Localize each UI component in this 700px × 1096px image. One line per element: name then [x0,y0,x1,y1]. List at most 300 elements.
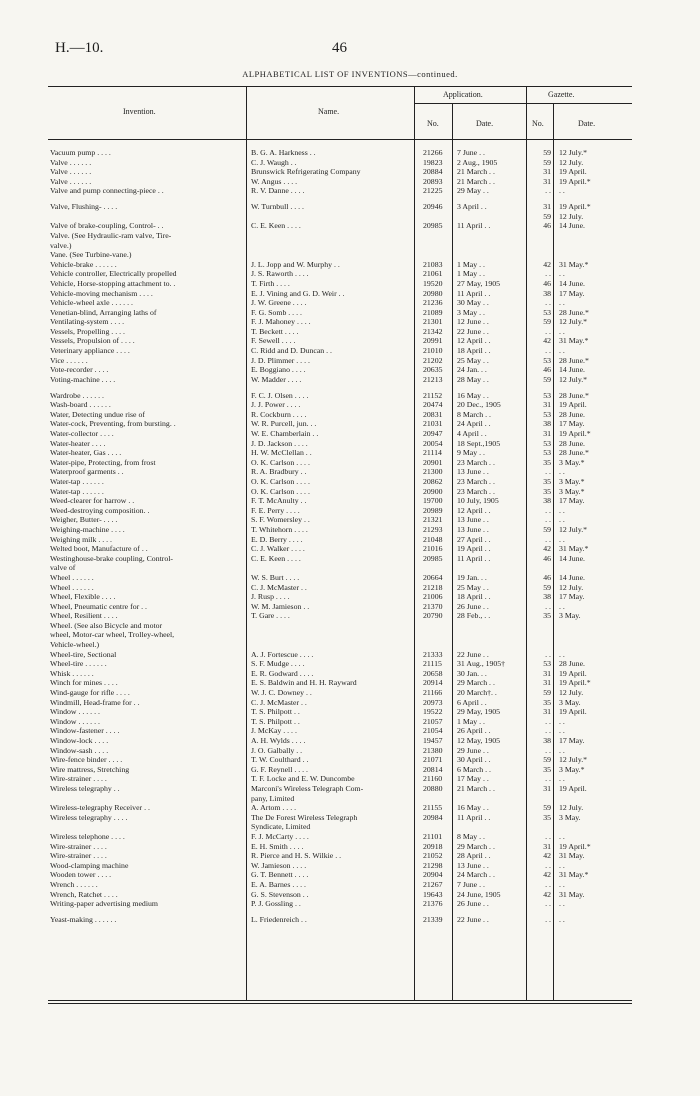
table-row [48,669,648,679]
invention-cell: Water-tap . . . . . . [50,486,104,496]
gazette-date-cell: . . [559,346,565,356]
table-row [48,289,648,299]
gazette-date-cell: . . [559,298,565,308]
invention-cell: Vessels, Propulsion of . . . . [50,336,135,346]
gazette-no-cell: 53 [543,448,551,458]
table-row [48,250,648,260]
gazette-date-cell: . . [559,899,565,909]
gazette-date-cell: 14 June. [559,553,585,563]
gazette-date-cell: 19 April.* [559,678,591,688]
name-cell: G. T. Bennett . . . . [251,870,309,880]
header-invention: Invention. [123,107,156,116]
table-row [48,736,648,746]
gazette-date-cell: 12 July.* [559,524,588,534]
application-no-cell: 21155 [423,803,443,813]
gazette-date-cell: . . [559,326,565,336]
gazette-no-cell: 35 [543,697,551,707]
name-cell: C. Ridd and D. Duncan . . [251,346,332,356]
application-no-cell: 20946 [423,202,443,212]
application-no-cell: 20664 [423,572,443,582]
invention-cell: Valve . . . . . . [50,157,92,167]
gazette-date-cell: 3 May.* [559,476,585,486]
table-row [48,717,648,727]
table-row [48,241,648,251]
table-row [48,535,648,545]
table-row [48,429,648,439]
invention-cell: Wind-gauge for rifle . . . . [50,688,130,698]
name-cell: O. K. Carlson . . . . [251,476,310,486]
gazette-date-cell: . . [559,716,565,726]
application-no-cell: 20985 [423,553,443,563]
invention-cell: Wireless telegraphy . . [50,783,120,793]
application-date-cell: 26 June . . [457,601,489,611]
invention-cell: Wrench . . . . . . [50,879,98,889]
table-row [48,842,648,852]
gazette-date-cell: 14 June. [559,278,585,288]
application-no-cell: 21101 [423,831,443,841]
application-no-cell: 21006 [423,592,443,602]
application-date-cell: 18 Sept.,1905 [457,438,501,448]
table-row [48,890,648,900]
application-date-cell: 29 March . . [457,678,495,688]
application-date-cell: 28 April . . [457,851,491,861]
table-row [48,794,648,804]
name-cell: O. K. Carlson . . . . [251,486,310,496]
gazette-no-cell: 31 [543,429,551,438]
table-row [48,515,648,525]
gazette-date-cell: 19 April.* [559,202,591,212]
gazette-no-cell: 38 [543,419,551,429]
table-row [48,746,648,756]
invention-cell: valve.) [50,240,72,250]
application-date-cell: 9 May . . [457,448,485,458]
gazette-date-cell: 17 May. [559,288,585,298]
table-row [48,375,648,385]
header-name: Name. [318,107,340,116]
name-cell: W. Jamieson . . . . [251,860,307,870]
name-cell: C. E. Keen . . . . [251,221,301,231]
header-app-no: No. [427,119,439,128]
invention-cell: Wooden tower . . . . [50,870,112,880]
name-cell: W. E. Chamberlain . . [251,429,319,438]
application-date-cell: 13 June . . [457,524,489,534]
gazette-date-cell: 3 May. [559,697,581,707]
invention-cell: Wrench, Ratchet . . . . [50,889,118,899]
name-cell: R. A. Bradbury . . [251,467,307,477]
table-row [48,861,648,871]
name-cell: W. S. Burt . . . . [251,572,300,582]
application-date-cell: 30 April . . [457,755,491,765]
name-cell: Syndicate, Limited [251,822,311,832]
table-row [48,260,648,270]
invention-cell: Windmill, Head-frame for . . [50,697,140,707]
application-no-cell: 21321 [423,515,443,525]
application-date-cell: 29 May, 1905 [457,707,501,717]
application-date-cell: 4 April . . [457,429,487,438]
application-date-cell: 3 April . . [457,202,487,212]
table-row [48,851,648,861]
invention-cell: Wardrobe . . . . . . [50,390,104,400]
table-row [48,458,648,468]
gazette-date-cell: 19 April.* [559,841,591,851]
application-date-cell: 19 April . . [457,544,491,554]
invention-cell: Window . . . . . . [50,707,100,717]
gazette-no-cell: . . [545,914,551,924]
gazette-date-cell: 3 May.* [559,486,585,496]
invention-cell: Water-heater, Gas . . . . [50,448,122,458]
table-row [48,563,648,573]
name-cell: F. J. Mahoney . . . . [251,317,311,327]
application-no-cell: 21266 [423,148,443,157]
table-row [48,177,648,187]
application-no-cell: 21225 [423,186,443,196]
gazette-no-cell: 35 [543,476,551,486]
application-no-cell: 21301 [423,317,443,327]
application-no-cell: 21300 [423,467,443,477]
invention-cell: wheel, Motor-car wheel, Trolley-wheel, [50,630,175,640]
gazette-date-cell: . . [559,505,565,515]
gazette-date-cell: . . [559,269,565,279]
application-date-cell: 7 June . . [457,148,485,157]
name-cell: J. W. Greene . . . . [251,298,307,308]
table-row [48,784,648,794]
table-row [48,554,648,564]
footer-rule-double [48,1003,632,1004]
invention-cell: Wire-strainer . . . . [50,851,107,861]
invention-cell: Window . . . . . . [50,716,100,726]
table-row [48,880,648,890]
invention-cell: Vice . . . . . . [50,355,88,365]
application-date-cell: 11 April . . [457,221,491,231]
application-no-cell: 21071 [423,755,443,765]
table-row [48,356,648,366]
application-no-cell: 21089 [423,307,443,317]
table-row [48,186,648,196]
header-gaz-no: No. [532,119,544,128]
application-date-cell: 1 May . . [457,716,485,726]
name-cell: T. Gare . . . . [251,611,290,621]
application-no-cell: 19520 [423,278,443,288]
name-cell: C. J. McMaster . . [251,697,307,707]
application-no-cell: 21202 [423,355,443,365]
gazette-no-cell: 59 [543,148,551,157]
gazette-no-cell: 59 [543,755,551,765]
gazette-date-cell: 17 May. [559,736,585,745]
table-row [48,832,648,842]
invention-cell: Weigher, Butter- . . . . [50,515,118,525]
inventions-table-body [48,148,648,924]
application-no-cell: 21010 [423,346,443,356]
invention-cell: Wheel . . . . . . [50,572,94,582]
application-no-cell: 20984 [423,812,443,822]
table-row [48,525,648,535]
table-caption: ALPHABETICAL LIST OF INVENTIONS—continued. [242,69,458,79]
application-no-cell: 20790 [423,611,443,621]
invention-cell: Writing-paper advertising medium [50,899,158,909]
application-date-cell: 28 Feb., . . [457,611,491,621]
gazette-no-cell: 53 [543,390,551,400]
gazette-date-cell: 12 July.* [559,755,588,765]
invention-cell: Wheel, Pneumatic centre for . . [50,601,147,611]
header-app-date: Date. [476,119,494,128]
application-no-cell: 20658 [423,668,443,678]
table-row [48,755,648,765]
gazette-no-cell: 31 [543,167,551,177]
invention-cell: Valve of brake-coupling, Control- . . [50,221,164,231]
application-no-cell: 21152 [423,390,443,400]
gazette-no-cell: 59 [543,803,551,813]
table-row [48,269,648,279]
gazette-no-cell: . . [545,649,551,659]
invention-cell: Wash-board . . . . . . [50,400,111,410]
name-cell: E. D. Berry . . . . [251,534,303,544]
table-row [48,870,648,880]
table-row [48,573,648,583]
invention-cell: Wireless-telegraphy Receiver . . [50,803,150,813]
application-no-cell: 20054 [423,438,443,448]
invention-cell: Vehicle, Horse-stopping attachment to. . [50,278,176,288]
gazette-date-cell: . . [559,745,565,755]
invention-cell: Water-tap . . . . . . [50,476,104,486]
invention-cell: Window-fastener . . . . [50,726,120,736]
application-date-cell: 22 June . . [457,326,489,336]
table-row [48,308,648,318]
name-cell: C. J. Waugh . . [251,157,297,167]
gazette-date-cell: 12 July.* [559,374,588,384]
application-no-cell: 21114 [423,448,442,458]
gazette-no-cell: 31 [543,707,551,717]
invention-cell: Water-collector . . . . [50,429,114,438]
gazette-no-cell: . . [545,346,551,356]
invention-cell: Water-heater . . . . [50,438,106,448]
header-rule [414,103,632,104]
table-row [48,487,648,497]
application-no-cell: 20831 [423,409,443,419]
gazette-date-cell: . . [559,649,565,659]
name-cell: F. T. McAnulty . . [251,496,307,506]
application-date-cell: 26 June . . [457,899,489,909]
application-date-cell: 11 April . . [457,553,491,563]
application-no-cell: 21061 [423,269,443,279]
table-row [48,391,648,401]
invention-cell: Valve, Flushing- . . . . [50,202,118,212]
table-row [48,726,648,736]
gazette-date-cell: 19 April. [559,707,587,717]
gazette-date-cell: 31 May.* [559,544,589,554]
application-date-cell: 23 March . . [457,486,495,496]
gazette-date-cell: 17 May. [559,419,585,429]
name-cell: S. F. Womersley . . [251,515,310,525]
table-row [48,707,648,717]
gazette-date-cell: 14 June. [559,572,585,582]
table-row [48,506,648,516]
application-no-cell: 19643 [423,889,443,899]
gazette-date-cell: 12 July.* [559,148,588,157]
application-date-cell: 30 Jan. . . [457,668,487,678]
gazette-no-cell: . . [545,467,551,477]
gazette-date-cell: . . [559,534,565,544]
application-date-cell: 6 March . . [457,764,491,774]
application-no-cell: 21166 [423,688,443,698]
name-cell: The De Forest Wireless Telegraph [251,812,358,822]
application-date-cell: 24 Jan. . . [457,365,487,375]
gazette-no-cell: . . [545,505,551,515]
invention-cell: Wire-fence binder . . . . [50,755,123,765]
name-cell: F. J. McCarty . . . . [251,831,309,841]
gazette-no-cell: 42 [543,870,551,880]
table-row [48,592,648,602]
invention-cell: Weed-destroying composition. . [50,505,150,515]
gazette-date-cell: . . [559,601,565,611]
application-date-cell: 21 March . . [457,167,495,177]
application-date-cell: 23 March . . [457,476,495,486]
invention-cell: Wood-clamping machine [50,860,129,870]
table-row [48,803,648,813]
invention-cell: Wire mattress, Stretching [50,764,130,774]
invention-cell: Veterinary appliance . . . . [50,346,130,356]
table-row [48,698,648,708]
invention-cell: Wheel. (See also Bicycle and motor [50,620,163,630]
report-reference: H.—10. [55,40,104,56]
invention-cell: Water, Detecting undue rise of [50,409,145,419]
application-no-cell: 21218 [423,582,443,592]
gazette-no-cell: . . [545,726,551,736]
application-date-cell: 12 April . . [457,505,491,515]
gazette-date-cell: 14 June. [559,365,585,375]
invention-cell: Wire-strainer . . . . [50,841,107,851]
gazette-date-cell: 19 April. [559,783,587,793]
table-row [48,279,648,289]
application-date-cell: 8 March . . [457,409,491,419]
gazette-no-cell: 53 [543,409,551,419]
gazette-no-cell: 59 [543,374,551,384]
gazette-date-cell: 17 May. [559,592,585,602]
name-cell: T. W. Coulthard . . [251,755,309,765]
name-cell: T. Firth . . . . [251,278,290,288]
name-cell: pany, Limited [251,793,295,803]
gazette-no-cell: . . [545,774,551,784]
application-date-cell: 24 June, 1905 [457,889,501,899]
gazette-date-cell: 3 May.* [559,764,585,774]
invention-cell: Wheel-tire, Sectional [50,649,117,659]
application-date-cell: 23 March . . [457,457,495,467]
gazette-no-cell: 59 [543,157,551,167]
application-date-cell: 20 Dec., 1905 [457,400,501,410]
table-row [48,158,648,168]
gazette-no-cell: 38 [543,288,551,298]
invention-cell: Wheel . . . . . . [50,582,94,592]
table-row [48,202,648,212]
gazette-no-cell: 46 [543,221,551,231]
gazette-date-cell: . . [559,831,565,841]
name-cell: F. E. Perry . . . . [251,505,300,515]
gazette-date-cell: 28 June.* [559,355,589,365]
gazette-no-cell: 38 [543,496,551,506]
name-cell: W. Turnbull . . . . [251,202,305,212]
invention-cell: Welted boot, Manufacture of . . [50,544,148,554]
application-date-cell: 13 June . . [457,860,489,870]
gazette-date-cell: 31 May. [559,889,585,899]
invention-cell: Vacuum pump . . . . [50,148,111,157]
gazette-no-cell: 46 [543,553,551,563]
name-cell: R. Cockburn . . . . [251,409,307,419]
application-date-cell: 11 April . . [457,812,491,822]
invention-cell: Voting-machine . . . . [50,374,116,384]
application-date-cell: 16 May . . [457,390,489,400]
invention-cell: Vote-recorder . . . . [50,365,109,375]
gazette-no-cell: 31 [543,202,551,212]
application-no-cell: 21052 [423,851,443,861]
invention-cell: Weighing-machine . . . . [50,524,125,534]
invention-cell: Valve . . . . . . [50,167,92,177]
application-no-cell: 20635 [423,365,443,375]
application-date-cell: 24 March . . [457,870,495,880]
table-row [48,688,648,698]
invention-cell: Wireless telegraphy . . . . [50,812,128,822]
gazette-no-cell: . . [545,298,551,308]
footer-rule [48,1000,632,1001]
table-row [48,167,648,177]
gazette-no-cell: . . [545,716,551,726]
gazette-no-cell: 35 [543,457,551,467]
gazette-no-cell: 59 [543,582,551,592]
gazette-date-cell: . . [559,914,565,924]
table-row [48,346,648,356]
name-cell: H. W. McClellan . . [251,448,312,458]
application-no-cell: 20947 [423,429,443,438]
gazette-no-cell: . . [545,534,551,544]
gazette-no-cell: 59 [543,524,551,534]
application-no-cell: 20985 [423,221,443,231]
application-no-cell: 20991 [423,336,443,346]
application-date-cell: 1 May . . [457,259,485,269]
name-cell: J. D. Jackson . . . . [251,438,308,448]
name-cell: A. J. Fortescue . . . . [251,649,314,659]
gazette-date-cell: 28 June.* [559,390,589,400]
name-cell: A. H. Wylds . . . . [251,736,306,745]
name-cell: W. R. Purcell, jun. . . [251,419,317,429]
gazette-no-cell: . . [545,831,551,841]
invention-cell: Weed-clearer for harrow . . [50,496,135,506]
name-cell: T. Whitehorn . . . . [251,524,308,534]
application-no-cell: 21380 [423,745,443,755]
gazette-date-cell: 28 June. [559,659,585,669]
gazette-date-cell: . . [559,186,565,196]
application-no-cell: 21083 [423,259,443,269]
application-no-cell: 20474 [423,400,443,410]
invention-cell: Westinghouse-brake coupling, Control- [50,553,174,563]
table-row [48,212,648,222]
application-no-cell: 21213 [423,374,443,384]
name-cell: G. S. Stevenson . . [251,889,309,899]
application-date-cell: 29 June . . [457,745,489,755]
application-no-cell: 21115 [423,659,442,669]
invention-cell: Vehicle-wheel axle . . . . . . [50,298,133,308]
gazette-no-cell: 42 [543,544,551,554]
invention-cell: Water-pipe, Protecting, from frost [50,457,156,467]
gazette-date-cell: . . [559,726,565,736]
application-no-cell: 20880 [423,783,443,793]
application-no-cell: 20893 [423,176,443,186]
table-row [48,148,648,158]
name-cell: A. Artom . . . . [251,803,297,813]
name-cell: E. H. Smith . . . . [251,841,304,851]
gazette-no-cell: . . [545,879,551,889]
name-cell: W. Angus . . . . [251,176,298,186]
name-cell: S. F. Mudge . . . . [251,659,305,669]
name-cell: C. J. McMaster . . [251,582,307,592]
table-row [48,630,648,640]
